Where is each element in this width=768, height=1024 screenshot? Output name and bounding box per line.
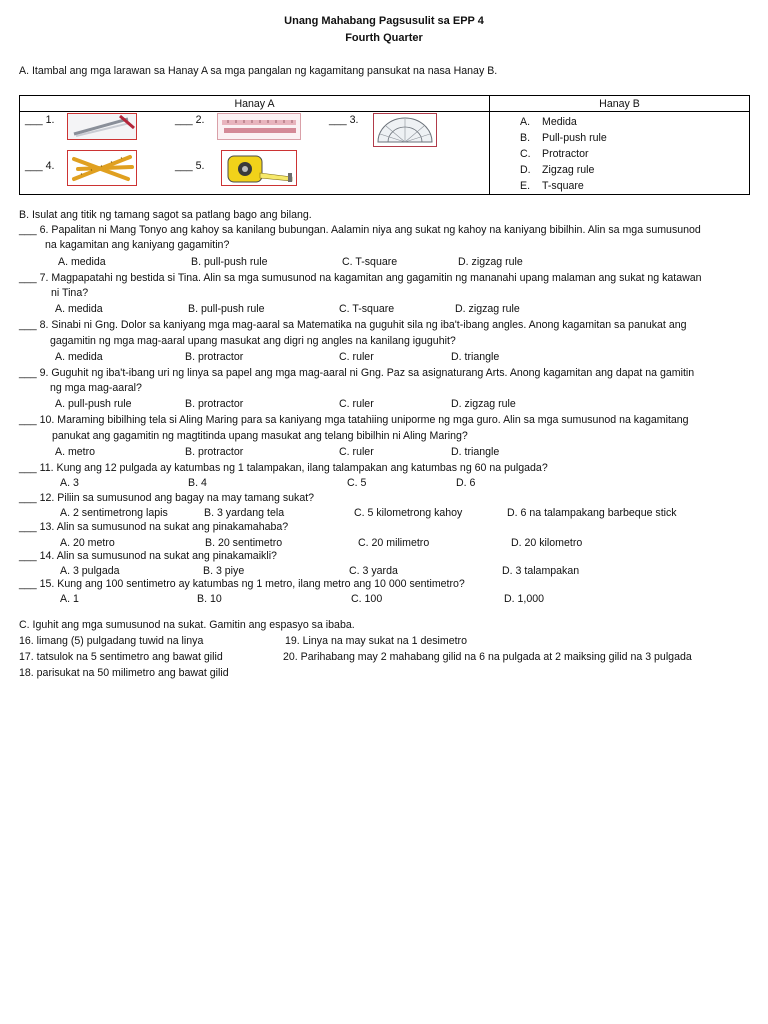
task-16: 16. limang (5) pulgadang tuwid na linya	[19, 635, 204, 647]
choice-a: A. Medida	[520, 116, 577, 128]
question-7: ___ 7. Magpapatahi ng bestida si Tina. Alin sa mga sumusunod na kagamitan ang gagamitin ng mananahi upang malaman ang sukat ng katawan	[19, 272, 702, 284]
q14-option-c[interactable]: C. 3 yarda	[349, 565, 398, 577]
t-square-image	[67, 113, 137, 140]
q10-option-a[interactable]: A. metro	[55, 446, 96, 458]
question-9: ___ 9. Guguhit ng iba't-ibang uri ng linya sa papel ang mga mag-aaral ni Gng. Paz sa asignaturang Arts. Anong kagamitan ang dapat na gamitin	[19, 367, 695, 379]
q12-option-c[interactable]: C. 5 kilometrong kahoy	[354, 507, 463, 519]
q9-option-c[interactable]: C. ruler	[339, 398, 374, 410]
hanay-a-cell	[20, 112, 490, 195]
q15-option-c[interactable]: C. 100	[351, 593, 383, 605]
q11-option-d[interactable]: D. 6	[456, 477, 476, 489]
item-4-label[interactable]: ___ 4.	[25, 160, 55, 172]
q13-option-d[interactable]: D. 20 kilometro	[511, 537, 583, 549]
choice-b: B. Pull-push rule	[520, 132, 607, 144]
q10-option-c[interactable]: C. ruler	[339, 446, 374, 458]
question-10-cont: panukat ang gagamitin ng magtitinda upang masukat ang telang bibilhin ni Aling Maring?	[52, 430, 468, 442]
task-18: 18. parisukat na 50 milimetro ang bawat gilid	[19, 667, 229, 679]
q8-option-d[interactable]: D. triangle	[451, 351, 500, 363]
q7-option-d[interactable]: D. zigzag rule	[455, 303, 520, 315]
tape-measure-image	[221, 150, 297, 186]
choice-d: D. Zigzag rule	[520, 164, 595, 176]
q11-option-b[interactable]: B. 4	[188, 477, 207, 489]
q10-option-b[interactable]: B. protractor	[185, 446, 244, 458]
question-8-cont: gagamitin ng mga mag-aaral upang masukat ang digri ng angles na kanilang iguguhit?	[50, 335, 456, 347]
q9-option-b[interactable]: B. protractor	[185, 398, 244, 410]
q7-option-b[interactable]: B. pull-push rule	[188, 303, 265, 315]
q12-option-b[interactable]: B. 3 yardang tela	[204, 507, 285, 519]
q9-option-a[interactable]: A. pull-push rule	[55, 398, 132, 410]
q6-option-a[interactable]: A. medida	[58, 256, 106, 268]
question-8: ___ 8. Sinabi ni Gng. Dolor sa kaniyang mga mag-aaral sa Matematika na guguhit sila ng iba't-ibang angles. Anong kagamitan sa panukat ang	[19, 319, 687, 331]
q11-option-a[interactable]: A. 3	[60, 477, 79, 489]
question-14: ___ 14. Alin sa sumusunod na sukat ang pinakamaikli?	[19, 550, 277, 562]
question-6: ___ 6. Papalitan ni Mang Tonyo ang kahoy sa kanilang bubungan. Aalamin niya ang sukat ng kahoy na kaniyang bibilhin. Alin sa mga sumusunod	[19, 224, 701, 236]
q15-option-d[interactable]: D. 1,000	[504, 593, 545, 605]
question-7-cont: ni Tina?	[51, 287, 89, 299]
q7-option-c[interactable]: C. T-square	[339, 303, 395, 315]
q15-option-a[interactable]: A. 1	[60, 593, 79, 605]
q13-option-b[interactable]: B. 20 sentimetro	[205, 537, 283, 549]
q7-option-a[interactable]: A. medida	[55, 303, 103, 315]
question-12: ___ 12. Piliin sa sumusunod ang bagay na may tamang sukat?	[19, 492, 315, 504]
q14-option-d[interactable]: D. 3 talampakan	[502, 565, 580, 577]
ruler-image	[217, 113, 301, 140]
item-5-label[interactable]: ___ 5.	[175, 160, 205, 172]
q14-option-a[interactable]: A. 3 pulgada	[60, 565, 120, 577]
question-10: ___ 10. Maraming bibilhing tela si Aling Maring para sa kaniyang mga tatahiing uniporme ng mga guro. Alin sa mga sumusunod na kagamitang	[19, 414, 689, 426]
question-6-cont: na kagamitan ang kaniyang gagamitin?	[45, 239, 230, 251]
part-b-instruction: B. Isulat ang titik ng tamang sagot sa patlang bago ang bilang.	[19, 209, 312, 221]
page-title: Unang Mahabang Pagsusulit sa EPP 4	[284, 15, 484, 27]
task-20: 20. Parihabang may 2 mahabang gilid na 6 na pulgada at 2 maiksing gilid na 3 pulgada	[283, 651, 692, 663]
page-subtitle: Fourth Quarter	[345, 32, 423, 44]
q9-option-d[interactable]: D. zigzag rule	[451, 398, 516, 410]
hanay-a-header: Hanay A	[20, 96, 490, 112]
part-a-instruction: A. Itambal ang mga larawan sa Hanay A sa mga pangalan ng kagamitang pansukat na nasa Hanay B.	[19, 65, 498, 77]
question-15: ___ 15. Kung ang 100 sentimetro ay katumbas ng 1 metro, ilang metro ang 10 000 sentimetro?	[19, 578, 465, 590]
q6-option-b[interactable]: B. pull-push rule	[191, 256, 268, 268]
hanay-b-header: Hanay B	[490, 96, 750, 112]
question-11: ___ 11. Kung ang 12 pulgada ay katumbas ng 1 talampakan, ilang talampakan ang katumbas ng 60 na pulgada?	[19, 462, 548, 474]
q13-option-c[interactable]: C. 20 milimetro	[358, 537, 430, 549]
q8-option-b[interactable]: B. protractor	[185, 351, 244, 363]
question-13: ___ 13. Alin sa sumusunod na sukat ang pinakamahaba?	[19, 521, 289, 533]
q12-option-a[interactable]: A. 2 sentimetrong lapis	[60, 507, 168, 519]
q10-option-d[interactable]: D. triangle	[451, 446, 500, 458]
q6-option-c[interactable]: C. T-square	[342, 256, 398, 268]
task-19: 19. Linya na may sukat na 1 desimetro	[285, 635, 467, 647]
q15-option-b[interactable]: B. 10	[197, 593, 222, 605]
q14-option-b[interactable]: B. 3 piye	[203, 565, 245, 577]
part-c-instruction: C. Iguhit ang mga sumusunod na sukat. Gamitin ang espasyo sa ibaba.	[19, 619, 355, 631]
q8-option-a[interactable]: A. medida	[55, 351, 103, 363]
question-9-cont: ng mga mag-aaral?	[50, 382, 142, 394]
zigzag-rule-image	[67, 150, 137, 186]
q12-option-d[interactable]: D. 6 na talampakang barbeque stick	[507, 507, 677, 519]
q11-option-c[interactable]: C. 5	[347, 477, 367, 489]
q13-option-a[interactable]: A. 20 metro	[60, 537, 115, 549]
item-3-label[interactable]: ___ 3.	[329, 114, 359, 126]
choice-c: C. Protractor	[520, 148, 589, 160]
task-17: 17. tatsulok na 5 sentimetro ang bawat gilid	[19, 651, 223, 663]
hanay-b-cell	[490, 112, 750, 195]
choice-e: E. T-square	[520, 180, 584, 192]
q6-option-d[interactable]: D. zigzag rule	[458, 256, 523, 268]
item-1-label[interactable]: ___ 1.	[25, 114, 55, 126]
item-2-label[interactable]: ___ 2.	[175, 114, 205, 126]
q8-option-c[interactable]: C. ruler	[339, 351, 374, 363]
matching-table	[19, 95, 750, 195]
protractor-image	[373, 113, 437, 147]
